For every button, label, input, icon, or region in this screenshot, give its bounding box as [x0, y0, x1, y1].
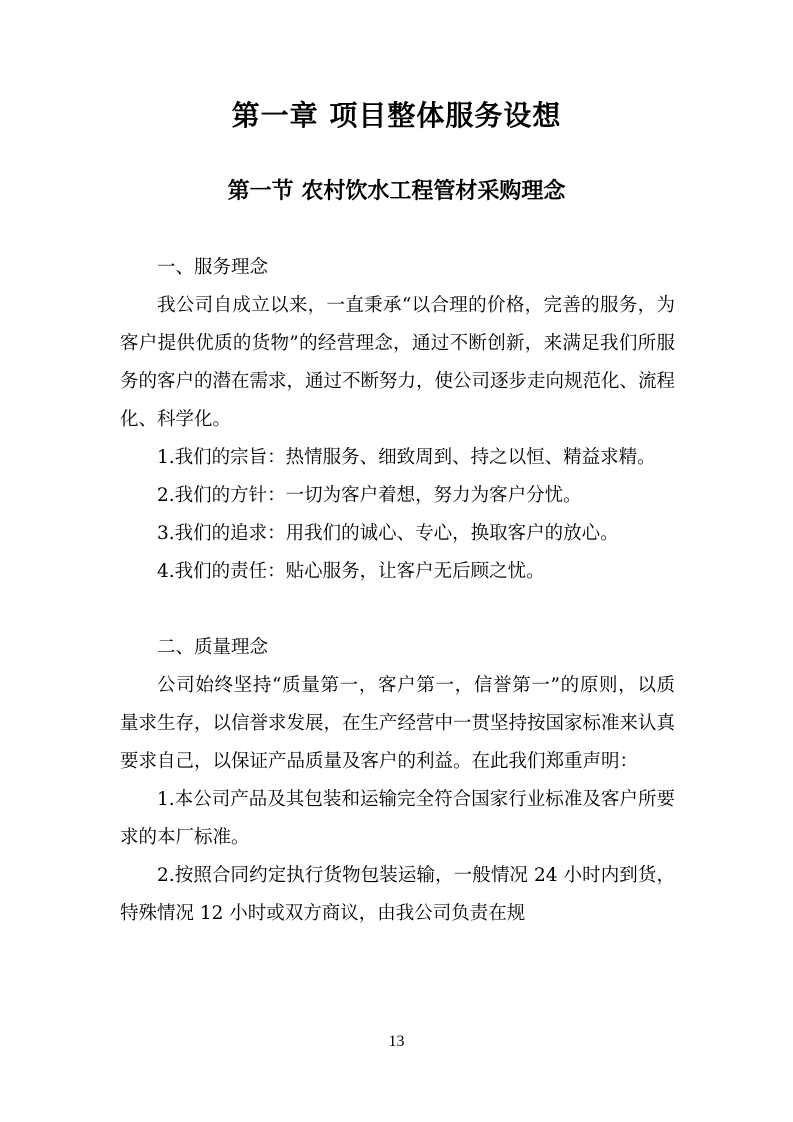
paragraph: 3.我们的追求：用我们的诚心、专心，换取客户的放心。 — [157, 523, 619, 544]
paragraph: 2.按照合同约定执行货物包装运输，一般情况 24 小时内到货，特殊情况 12 小时或双方商议，由我公司负责在规 — [120, 865, 675, 924]
chapter-title: 第一章 项目整体服务设想 — [231, 99, 562, 132]
section-title: 第一节 农村饮水工程管材采购理念 — [227, 179, 566, 204]
paragraph: 2.我们的方针：一切为客户着想，努力为客户分忧。 — [157, 485, 582, 506]
paragraph: 我公司自成立以来，一直秉承“以合理的价格，完善的服务，为客户提供优质的货物”的经营理念，通过不断创新，来满足我们所服务的客户的潜在需求，通过不断努力，使公司逐步走向规范化、流程化、科学化。 — [120, 295, 676, 430]
paragraph: 4.我们的责任：贴心服务，让客户无后顾之忧。 — [157, 561, 545, 582]
paragraph: 1.我们的宗旨：热情服务、细致周到、持之以恒、精益求精。 — [157, 447, 656, 468]
paragraph: 1.本公司产品及其包装和运输完全符合国家行业标准及客户所要求的本厂标准。 — [120, 789, 675, 848]
subsection-heading: 二、质量理念 — [157, 637, 269, 658]
page-number: 13 — [388, 1033, 405, 1050]
subsection-heading: 一、服务理念 — [157, 257, 269, 278]
section-gap — [120, 591, 675, 629]
body-content — [120, 249, 675, 933]
paragraph: 公司始终坚持“质量第一，客户第一，信誉第一”的原则，以质量求生存，以信誉求发展，在生产经营中一贯坚持按国家标准来认真要求自己，以保证产品质量及客户的利益。在此我们郑重声明： — [120, 675, 676, 772]
